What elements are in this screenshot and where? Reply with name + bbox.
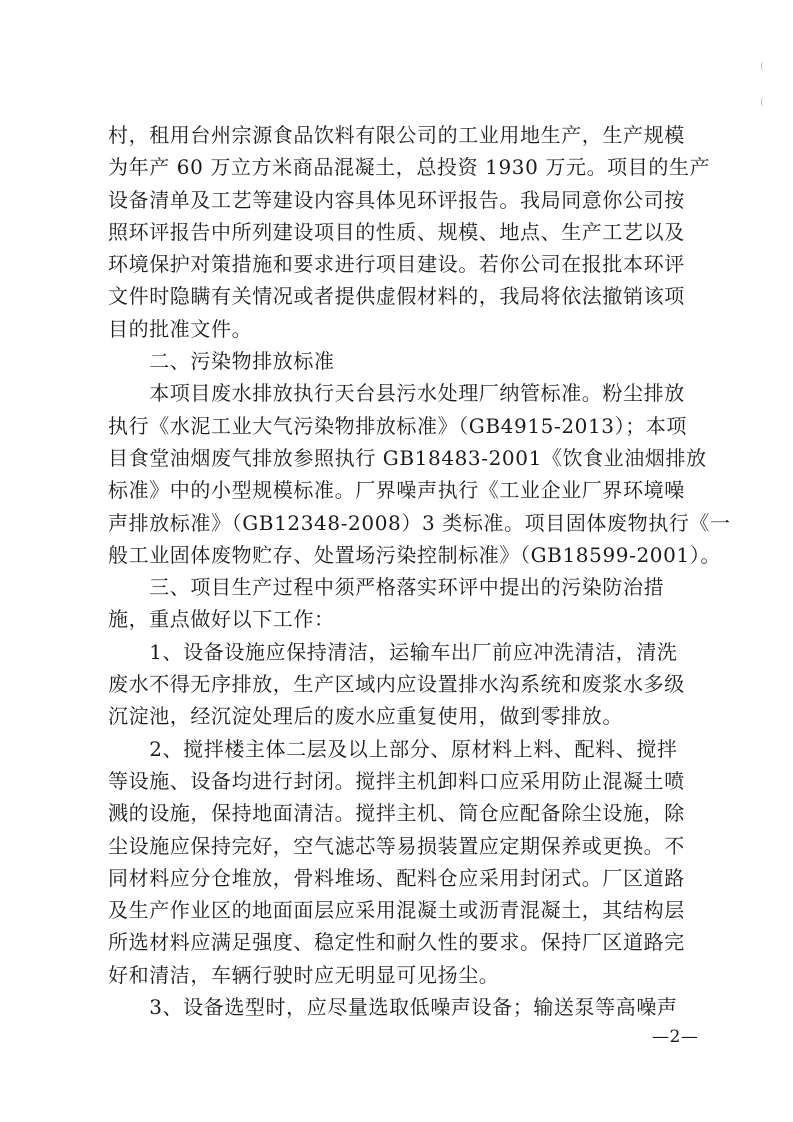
text-line: 及生产作业区的地面面层应采用混凝土或沥青混凝土，其结构层 (108, 898, 685, 923)
scan-mark (761, 62, 766, 70)
scan-mark (761, 98, 766, 106)
list-item-line: 2、搅拌楼主体二层及以上部分、原材料上料、配料、搅拌 (108, 736, 678, 761)
text-line: 等设施、设备均进行封闭。搅拌主机卸料口应采用防止混凝土喷 (108, 768, 685, 793)
list-item-line: 3、设备选型时，应尽量选取低噪声设备；输送泵等高噪声 (108, 995, 678, 1020)
text-line: 沉淀池，经沉淀处理后的废水应重复使用，做到零排放。 (108, 704, 623, 729)
text-line: 声排放标准》（GB12348-2008）3 类标准。项目固体废物执行《一 (108, 510, 731, 535)
section-heading: 二、污染物排放标准 (108, 349, 335, 374)
text-line: 设备清单及工艺等建设内容具体见环评报告。我局同意你公司按 (108, 187, 685, 212)
text-line: 环境保护对策措施和要求进行项目建设。若你公司在报批本环评 (108, 252, 685, 277)
text-line: 照环评报告中所列建设项目的性质、规模、地点、生产工艺以及 (108, 219, 685, 244)
text-line: 所选材料应满足强度、稳定性和耐久性的要求。保持厂区道路完 (108, 930, 685, 955)
text-line: 施，重点做好以下工作： (108, 607, 335, 632)
list-item-line: 1、设备设施应保持清洁，运输车出厂前应冲洗清洁，清洗 (108, 639, 678, 664)
page-number: —2— (652, 1027, 699, 1047)
text-line: 废水不得无序排放，生产区域内应设置排水沟系统和废浆水多级 (108, 672, 685, 697)
text-line: 文件时隐瞒有关情况或者提供虚假材料的，我局将依法撤销该项 (108, 284, 685, 309)
text-line: 同材料应分仓堆放，骨料堆场、配料仓应采用封闭式。厂区道路 (108, 865, 685, 890)
text-line: 村，租用台州宗源食品饮料有限公司的工业用地生产，生产规模 (108, 123, 685, 147)
text-line: 目的批准文件。 (108, 316, 253, 341)
section-heading: 三、项目生产过程中须严格落实环评中提出的污染防治措 (108, 575, 665, 600)
text-line: 般工业固体废物贮存、处置场污染控制标准》（GB18599-2001）。 (108, 542, 721, 567)
text-line: 标准》中的小型规模标准。厂界噪声执行《工业企业厂界环境噪 (108, 478, 685, 503)
text-line: 目食堂油烟废气排放参照执行 GB18483-2001《饮食业油烟排放 (108, 445, 707, 470)
text-line: 本项目废水排放执行天台县污水处理厂纳管标准。粉尘排放 (108, 381, 685, 406)
text-line: 为年产 60 万立方米商品混凝土，总投资 1930 万元。项目的生产 (108, 155, 711, 180)
text-line: 溅的设施，保持地面清洁。搅拌主机、筒仓应配备除尘设施，除 (108, 801, 685, 826)
text-line: 尘设施应保持完好，空气滤芯等易损装置应定期保养或更换。不 (108, 833, 685, 858)
text-line: 执行《水泥工业大气污染物排放标准》（GB4915-2013）；本项 (108, 413, 688, 438)
body-text (108, 119, 731, 1023)
text-line: 好和清洁，车辆行驶时应无明显可见扬尘。 (108, 962, 500, 987)
